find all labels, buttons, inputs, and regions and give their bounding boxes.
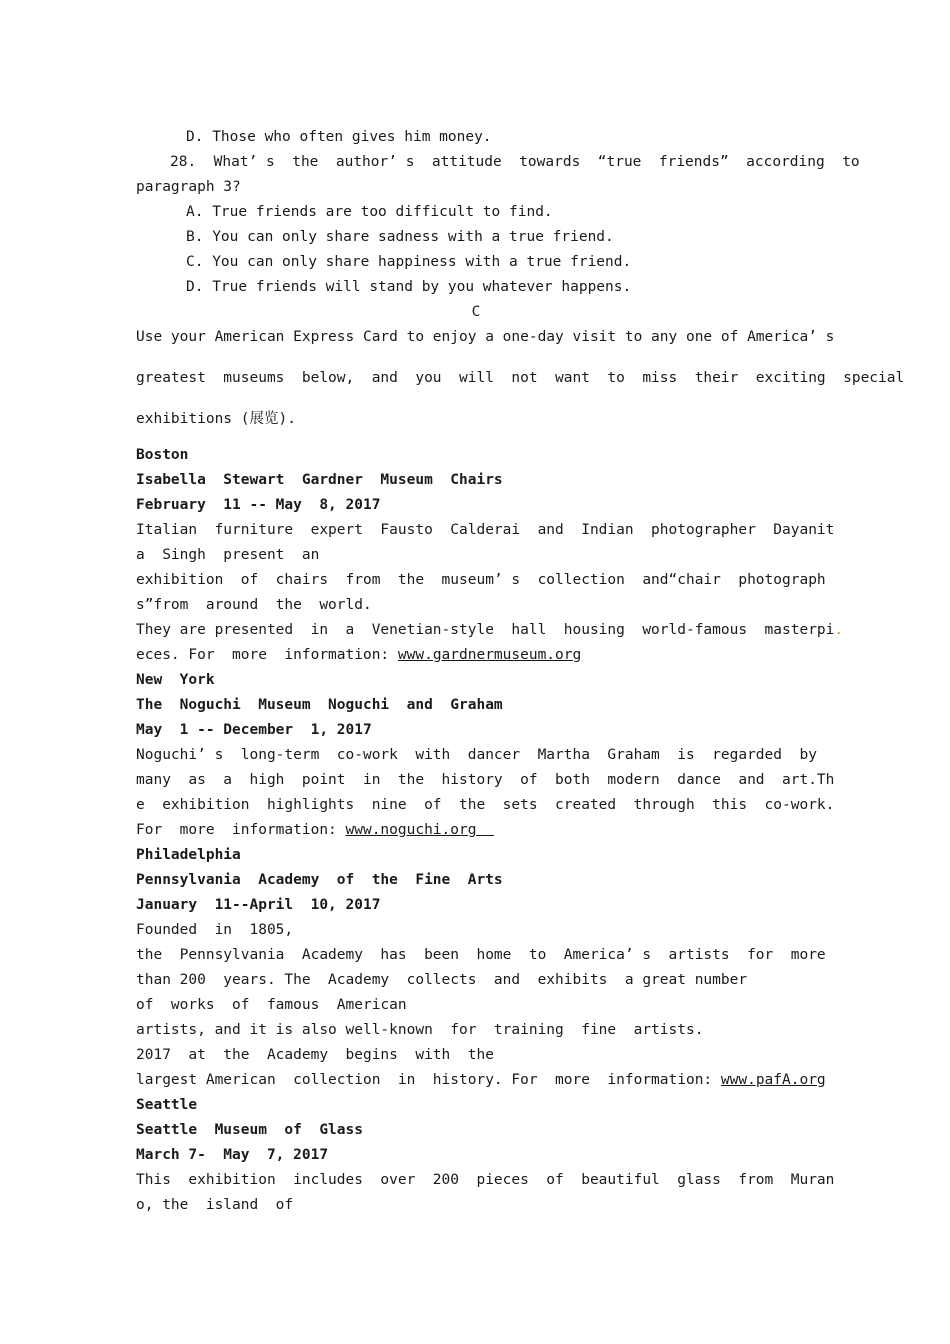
philadelphia-dates: January 11--April 10, 2017 [136,897,381,913]
intro-line-3: exhibitions (展览). [136,411,296,427]
q28-option-d: D. True friends will stand by you whatever happens. [186,279,632,295]
philadelphia-info-prefix: largest American collection in history. For more information: [136,1072,721,1088]
philadelphia-line-4: of works of famous American [136,997,407,1013]
boston-line-5-text: They are presented in a Venetian-style hall housing world-famous masterpi [136,622,835,638]
philadelphia-line-3: than 200 years. The Academy collects and exhibits a great number [136,972,748,988]
seattle-line-2: o, the island of [136,1197,294,1213]
boston-info-line [136,643,816,668]
newyork-line-3: e exhibition highlights nine of the sets created through this co-work. [136,797,835,813]
newyork-title: The Noguchi Museum Noguchi and Graham [136,697,503,713]
boston-line-5 [136,618,844,643]
spacer [136,432,816,443]
newyork-line-2: many as a high point in the history of both modern dance and art.Th [136,772,835,788]
boston-city: Boston [136,447,189,463]
philadelphia-url-link[interactable]: www.pafA.org [720,1072,826,1088]
seattle-dates: March 7- May 7, 2017 [136,1147,329,1163]
newyork-info-line [136,818,816,843]
q28-stem-line2: paragraph 3? [136,179,241,195]
q28-stem-line1: 28. What’ s the author’ s attitude towards “true friends” according to [170,154,860,170]
philadelphia-line-1: Founded in 1805, [136,922,294,938]
q27-option-d: D. Those who often gives him money. [186,129,492,145]
philadelphia-title: Pennsylvania Academy of the Fine Arts [136,872,503,888]
document-page [136,125,905,1218]
boston-line-1: Italian furniture expert Fausto Calderai and Indian photographer Dayanit [136,522,835,538]
decorative-dot-icon: . [834,622,844,638]
philadelphia-line-5: artists, and it is also well-known for training fine artists. [136,1022,704,1038]
philadelphia-line-6: 2017 at the Academy begins with the [136,1047,494,1063]
newyork-dates: May 1 -- December 1, 2017 [136,722,372,738]
boston-info-prefix: eces. For more information: [136,647,398,663]
section-letter: C [471,304,481,320]
seattle-line-1: This exhibition includes over 200 pieces of beautiful glass from Muran [136,1172,835,1188]
intro-line-2: greatest museums below, and you will not want to miss their exciting special [136,370,905,386]
newyork-info-prefix: For more information: [136,822,346,838]
philadelphia-info-line [136,1068,826,1093]
boston-line-4: s”from around the world. [136,597,372,613]
boston-title: Isabella Stewart Gardner Museum Chairs [136,472,503,488]
q28-option-c: C. You can only share happiness with a true friend. [186,254,632,270]
boston-dates: February 11 -- May 8, 2017 [136,497,381,513]
newyork-url-link[interactable]: www.noguchi.org [345,822,494,838]
philadelphia-line-2: the Pennsylvania Academy has been home to America’ s artists for more [136,947,826,963]
boston-line-3: exhibition of chairs from the museum’ s collection and“chair photograph [136,572,826,588]
q28-option-a: A. True friends are too difficult to find. [186,204,553,220]
newyork-line-1: Noguchi’ s long-term co-work with dancer Martha Graham is regarded by [136,747,817,763]
q28-option-b: B. You can only share sadness with a true friend. [186,229,614,245]
intro-line-1: Use your American Express Card to enjoy a one-day visit to any one of America’ s [136,329,835,345]
boston-line-2: a Singh present an [136,547,320,563]
boston-url-link[interactable]: www.gardnermuseum.org [397,647,582,663]
seattle-city: Seattle [136,1097,198,1113]
philadelphia-city: Philadelphia [136,847,241,863]
seattle-title: Seattle Museum of Glass [136,1122,363,1138]
newyork-city: New York [136,672,215,688]
